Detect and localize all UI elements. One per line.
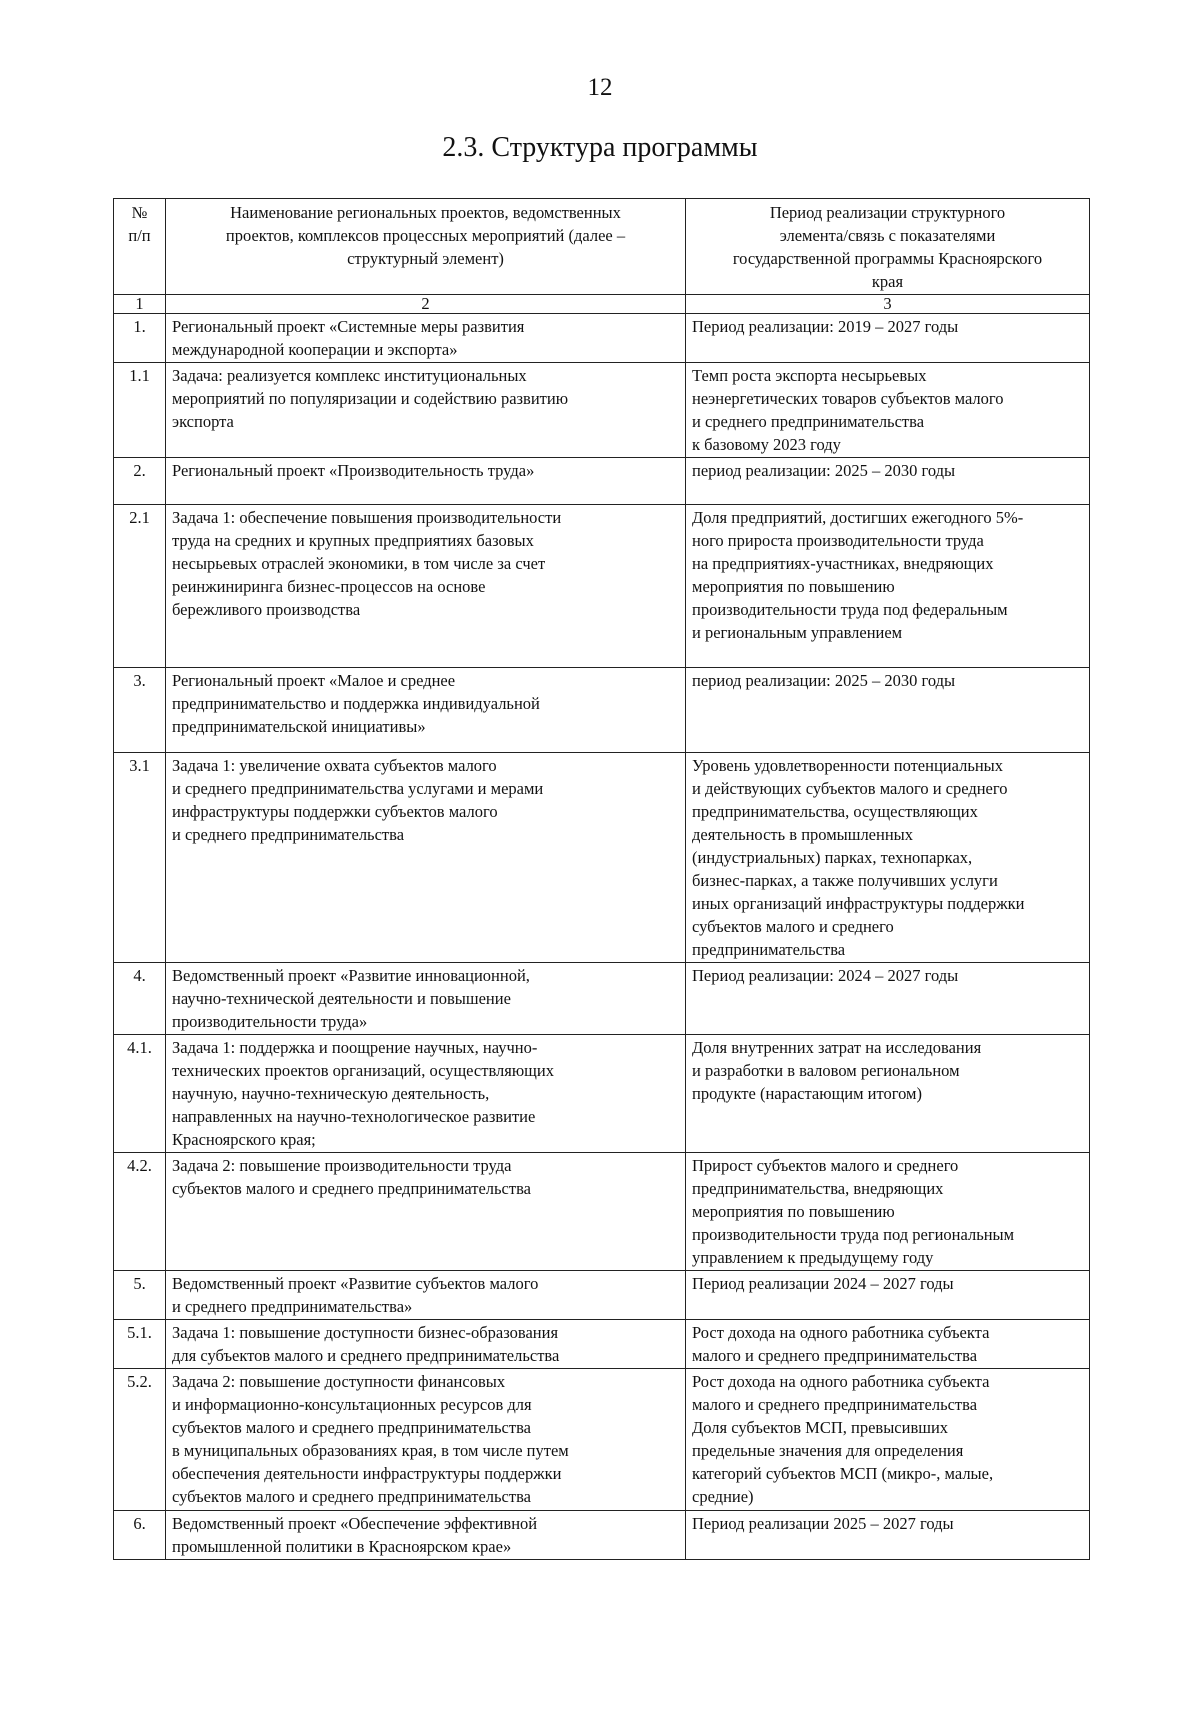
- row-period: Период реализации: 2024 – 2027 годы: [686, 963, 1090, 1035]
- row-period: Доля внутренних затрат на исследования и разработки в валовом региональном продукте (нарастающим итогом): [686, 1035, 1090, 1153]
- row-name: Задача 1: поддержка и поощрение научных, научно- технических проектов организаций, осуществляющих научную, научно-техническую деятельность, направленных на научно-технологическое развитие Красноярского края;: [166, 1035, 686, 1153]
- section-title: 2.3. Структура программы: [442, 132, 758, 163]
- header-period: Период реализации структурного элемента/связь с показателями государственной программы Красноярского края: [686, 199, 1090, 295]
- row-num: 1.1: [114, 363, 166, 458]
- row-num: 3.: [114, 668, 166, 753]
- table-row: [114, 963, 1090, 1035]
- row-num: 6.: [114, 1511, 166, 1560]
- row-period: Рост дохода на одного работника субъекта малого и среднего предпринимательства: [686, 1320, 1090, 1369]
- row-num: 5.2.: [114, 1369, 166, 1511]
- row-name: Ведомственный проект «Развитие субъектов малого и среднего предпринимательства»: [166, 1271, 686, 1320]
- row-period: Период реализации 2025 – 2027 годы: [686, 1511, 1090, 1560]
- page-number: 12: [587, 74, 613, 101]
- row-period: Период реализации: 2019 – 2027 годы: [686, 314, 1090, 363]
- row-num: 5.: [114, 1271, 166, 1320]
- row-period: Период реализации 2024 – 2027 годы: [686, 1271, 1090, 1320]
- row-period: Темп роста экспорта несырьевых неэнергетических товаров субъектов малого и среднего предпринимательства к базовому 2023 году: [686, 363, 1090, 458]
- row-num: 2.1: [114, 505, 166, 668]
- row-name: Задача: реализуется комплекс институциональных мероприятий по популяризации и содействию развитию экспорта: [166, 363, 686, 458]
- row-period: период реализации: 2025 – 2030 годы: [686, 668, 1090, 753]
- table-header-row: [114, 199, 1090, 295]
- row-name: Задача 1: увеличение охвата субъектов малого и среднего предпринимательства услугами и мерами инфраструктуры поддержки субъектов малого и среднего предпринимательства: [166, 753, 686, 963]
- table-row: [114, 753, 1090, 963]
- table-row: [114, 1153, 1090, 1271]
- row-name: Задача 2: повышение доступности финансовых и информационно-консультационных ресурсов для субъектов малого и среднего предпринимательства в муниципальных образованиях края, в том числе путем обеспечения деятельности инфраструктуры поддержки субъектов малого и среднего предпринимательства: [166, 1369, 686, 1511]
- table-row: [114, 458, 1090, 505]
- row-name: Задача 1: повышение доступности бизнес-образования для субъектов малого и среднего предпринимательства: [166, 1320, 686, 1369]
- table-row: [114, 1035, 1090, 1153]
- table-row: [114, 1369, 1090, 1511]
- row-period: период реализации: 2025 – 2030 годы: [686, 458, 1090, 505]
- table-row: [114, 505, 1090, 668]
- row-name: Ведомственный проект «Обеспечение эффективной промышленной политики в Красноярском крае»: [166, 1511, 686, 1560]
- index-cell: 3: [686, 295, 1090, 314]
- table-row: [114, 314, 1090, 363]
- row-name: Региональный проект «Производительность труда»: [166, 458, 686, 505]
- row-period: Прирост субъектов малого и среднего предпринимательства, внедряющих мероприятия по повышению производительности труда под региональным управлением к предыдущему году: [686, 1153, 1090, 1271]
- row-num: 5.1.: [114, 1320, 166, 1369]
- row-period: Рост дохода на одного работника субъекта малого и среднего предпринимательства Доля субъектов МСП, превысивших предельные значения для определения категорий субъектов МСП (микро-, малые, средние): [686, 1369, 1090, 1511]
- table-index-row: [114, 295, 1090, 314]
- row-name: Региональный проект «Малое и среднее предпринимательство и поддержка индивидуальной предпринимательской инициативы»: [166, 668, 686, 753]
- row-num: 1.: [114, 314, 166, 363]
- header-num: № п/п: [114, 199, 166, 295]
- index-cell: 1: [114, 295, 166, 314]
- row-name: Ведомственный проект «Развитие инновационной, научно-технической деятельности и повышение производительности труда»: [166, 963, 686, 1035]
- table-row: [114, 363, 1090, 458]
- table-row: [114, 1320, 1090, 1369]
- row-num: 4.1.: [114, 1035, 166, 1153]
- header-name: Наименование региональных проектов, ведомственных проектов, комплексов процессных мероприятий (далее – структурный элемент): [166, 199, 686, 295]
- table-row: [114, 1271, 1090, 1320]
- row-num: 4.2.: [114, 1153, 166, 1271]
- table-row: [114, 668, 1090, 753]
- row-period: Уровень удовлетворенности потенциальных и действующих субъектов малого и среднего предпринимательства, осуществляющих деятельность в промышленных (индустриальных) парках, технопарках, бизнес-парках, а также получивших услуги иных организаций инфраструктуры поддержки субъектов малого и среднего предпринимательства: [686, 753, 1090, 963]
- row-num: 3.1: [114, 753, 166, 963]
- table-row: [114, 1511, 1090, 1560]
- row-name: Задача 2: повышение производительности труда субъектов малого и среднего предпринимательства: [166, 1153, 686, 1271]
- row-name: Региональный проект «Системные меры развития международной кооперации и экспорта»: [166, 314, 686, 363]
- row-name: Задача 1: обеспечение повышения производительности труда на средних и крупных предприятиях базовых несырьевых отраслей экономики, в том числе за счет реинжиниринга бизнес-процессов на основе бережливого производства: [166, 505, 686, 668]
- row-period: Доля предприятий, достигших ежегодного 5%- ного прироста производительности труда на предприятиях-участниках, внедряющих мероприятия по повышению производительности труда под федеральным и региональным управлением: [686, 505, 1090, 668]
- program-structure-table: [113, 198, 1090, 1560]
- row-num: 4.: [114, 963, 166, 1035]
- row-num: 2.: [114, 458, 166, 505]
- index-cell: 2: [166, 295, 686, 314]
